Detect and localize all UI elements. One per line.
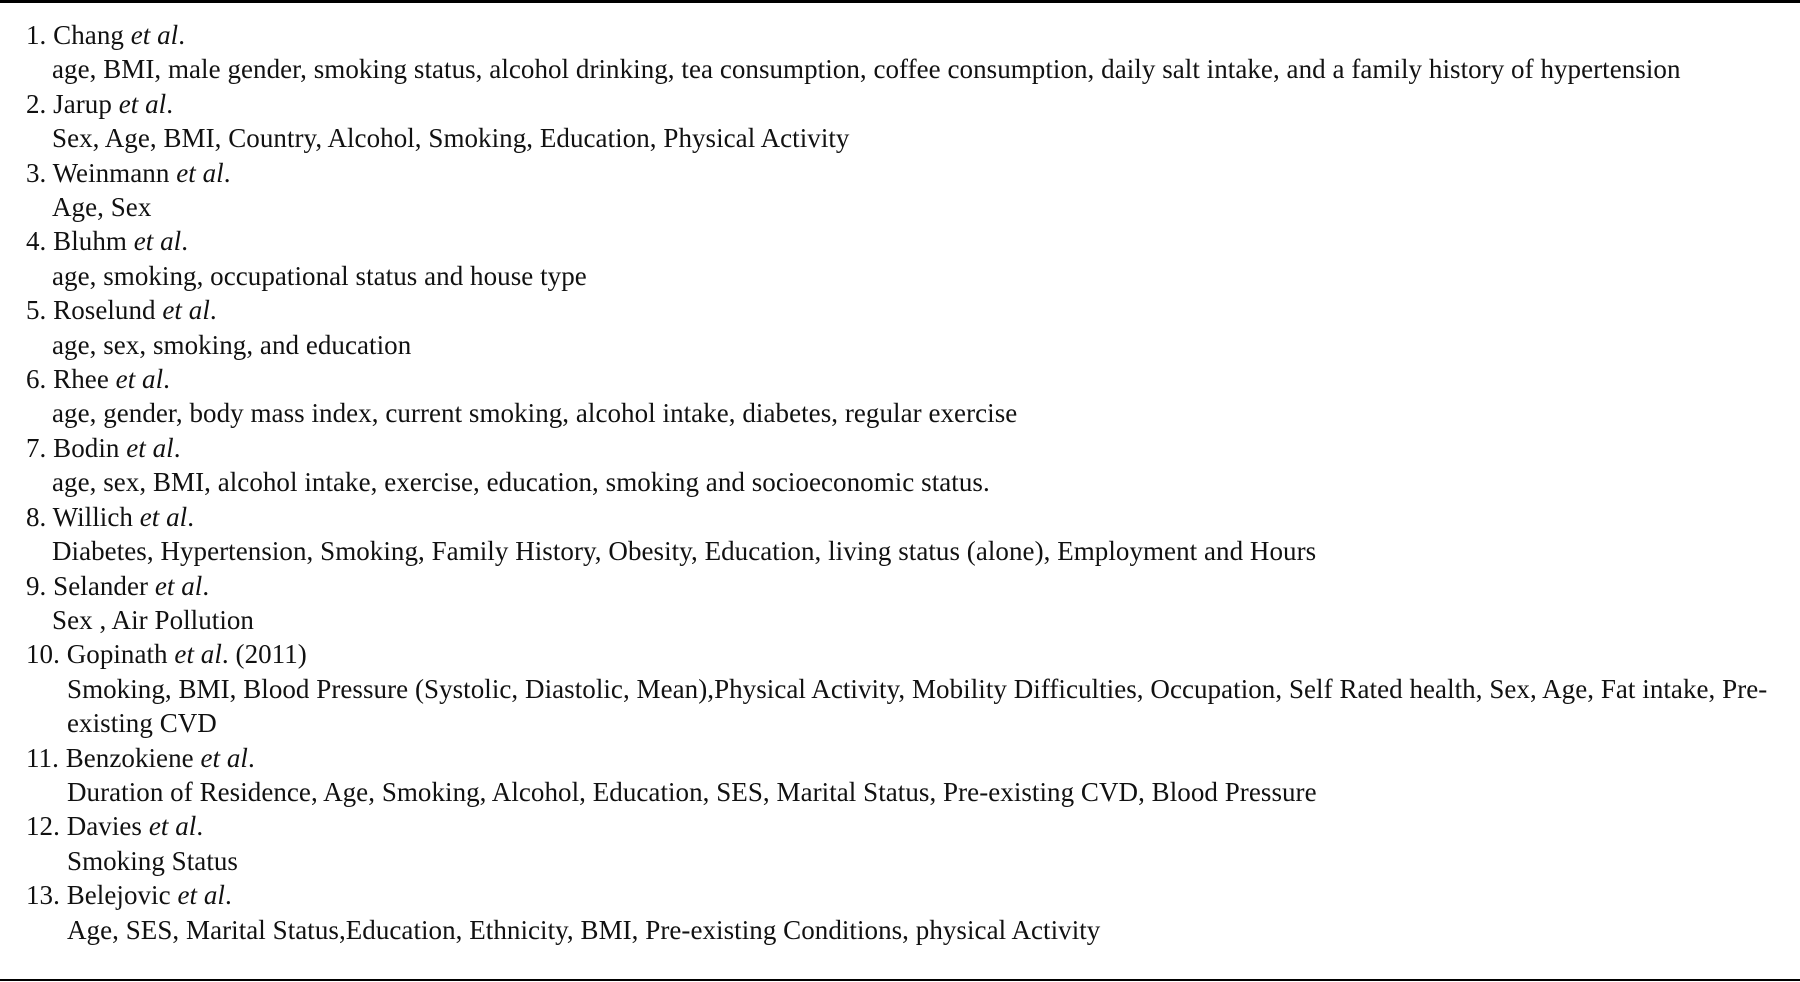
reference-author: Selander <box>53 570 149 601</box>
reference-factors: Smoking Status <box>67 845 238 876</box>
reference-author: Rhee <box>53 364 109 395</box>
reference-heading <box>26 156 1786 190</box>
reference-item-4 <box>26 224 1786 293</box>
reference-etal: et al <box>176 157 224 188</box>
reference-heading <box>26 87 1786 121</box>
reference-number: 7. <box>26 432 47 463</box>
reference-heading <box>26 224 1786 258</box>
reference-factors: Age, SES, Marital Status,Education, Ethnicity, BMI, Pre-existing Conditions, physical Activity <box>67 914 1101 945</box>
reference-heading <box>26 637 1786 671</box>
reference-author: Benzokiene <box>65 742 194 773</box>
reference-suffix: . (2011) <box>221 639 307 670</box>
reference-author: Bodin <box>53 432 120 463</box>
reference-author: Belejovic <box>66 880 171 911</box>
reference-heading <box>26 500 1786 534</box>
reference-item-9 <box>26 569 1786 638</box>
reference-author: Davies <box>66 811 142 842</box>
reference-author: Gopinath <box>66 639 168 670</box>
reference-etal: et al <box>177 880 225 911</box>
reference-item-1 <box>26 18 1786 87</box>
reference-suffix: . <box>187 501 195 532</box>
reference-number: 3. <box>26 157 47 188</box>
reference-item-13 <box>26 878 1786 947</box>
reference-author: Chang <box>53 20 124 50</box>
reference-heading <box>26 18 1786 52</box>
reference-number: 10. <box>26 639 60 670</box>
reference-item-7 <box>26 431 1786 500</box>
reference-etal: et al <box>139 501 188 532</box>
reference-number: 4. <box>26 226 47 257</box>
reference-item-11 <box>26 741 1786 810</box>
reference-number: 1. <box>26 20 47 50</box>
reference-number: 8. <box>26 501 47 532</box>
reference-author: Weinmann <box>52 157 170 188</box>
reference-item-8 <box>26 500 1786 569</box>
reference-item-3 <box>26 156 1786 225</box>
reference-number: 12. <box>26 811 60 842</box>
reference-etal: et al <box>126 432 174 463</box>
reference-factors: Sex, Age, BMI, Country, Alcohol, Smoking, Education, Physical Activity <box>52 123 850 154</box>
reference-list <box>26 18 1786 947</box>
reference-author: Bluhm <box>53 226 127 257</box>
reference-author: Jarup <box>53 88 112 119</box>
reference-heading <box>26 293 1786 327</box>
reference-etal: et al <box>162 295 210 326</box>
reference-factors: age, smoking, occupational status and house type <box>52 260 587 291</box>
reference-heading <box>26 878 1786 912</box>
reference-factors: age, BMI, male gender, smoking status, alcohol drinking, tea consumption, coffee consumption, daily salt intake, and a family history of hypertension <box>52 54 1681 85</box>
reference-author: Willich <box>52 501 133 532</box>
reference-factors: Smoking, BMI, Blood Pressure (Systolic, Diastolic, Mean),Physical Activity, Mobility Difficulties, Occupation, Self Rated health, Sex, Age, Fat intake, Pre-existing CVD <box>67 673 1768 739</box>
reference-factors: Age, Sex <box>52 192 152 223</box>
reference-item-12 <box>26 809 1786 878</box>
reference-factors: age, gender, body mass index, current smoking, alcohol intake, diabetes, regular exercise <box>52 398 1018 429</box>
reference-factors: age, sex, BMI, alcohol intake, exercise, education, smoking and socioeconomic status. <box>52 467 990 498</box>
reference-item-10 <box>26 637 1786 740</box>
reference-factors: Sex , Air Pollution <box>52 604 254 635</box>
reference-heading <box>26 362 1786 396</box>
reference-heading <box>26 431 1786 465</box>
reference-etal: et al <box>118 88 167 119</box>
reference-suffix: . <box>209 295 217 326</box>
reference-suffix: . <box>181 226 189 257</box>
reference-item-6 <box>26 362 1786 431</box>
reference-item-5 <box>26 293 1786 362</box>
reference-number: 13. <box>26 880 60 911</box>
bottom-rule <box>0 979 1800 981</box>
reference-suffix: . <box>173 432 181 463</box>
reference-number: 11. <box>26 742 59 773</box>
reference-factors: Diabetes, Hypertension, Smoking, Family History, Obesity, Education, living status (alone), Employment and Hours <box>52 536 1317 567</box>
reference-suffix: . <box>224 880 232 911</box>
reference-etal: et al <box>130 20 179 50</box>
reference-suffix: . <box>202 570 210 601</box>
reference-heading <box>26 809 1786 843</box>
reference-etal: et al <box>174 639 222 670</box>
reference-heading <box>26 741 1786 775</box>
top-rule <box>0 0 1800 3</box>
reference-number: 9. <box>26 570 47 601</box>
reference-etal: et al <box>148 811 197 842</box>
reference-factors: Duration of Residence, Age, Smoking, Alcohol, Education, SES, Marital Status, Pre-existing CVD, Blood Pressure <box>67 776 1317 807</box>
reference-suffix: . <box>223 157 231 188</box>
reference-number: 5. <box>26 295 47 326</box>
reference-item-2 <box>26 87 1786 156</box>
reference-suffix: . <box>178 20 186 50</box>
reference-etal: et al <box>200 742 248 773</box>
reference-suffix: . <box>163 364 170 395</box>
reference-suffix: . <box>166 88 174 119</box>
reference-author: Roselund <box>53 295 156 326</box>
reference-etal: et al <box>115 364 164 395</box>
reference-number: 2. <box>26 88 47 119</box>
reference-etal: et al <box>154 570 203 601</box>
reference-etal: et al <box>133 226 182 257</box>
reference-suffix: . <box>247 742 255 773</box>
reference-factors: age, sex, smoking, and education <box>52 329 412 360</box>
reference-heading <box>26 569 1786 603</box>
reference-suffix: . <box>196 811 204 842</box>
reference-number: 6. <box>26 364 47 395</box>
